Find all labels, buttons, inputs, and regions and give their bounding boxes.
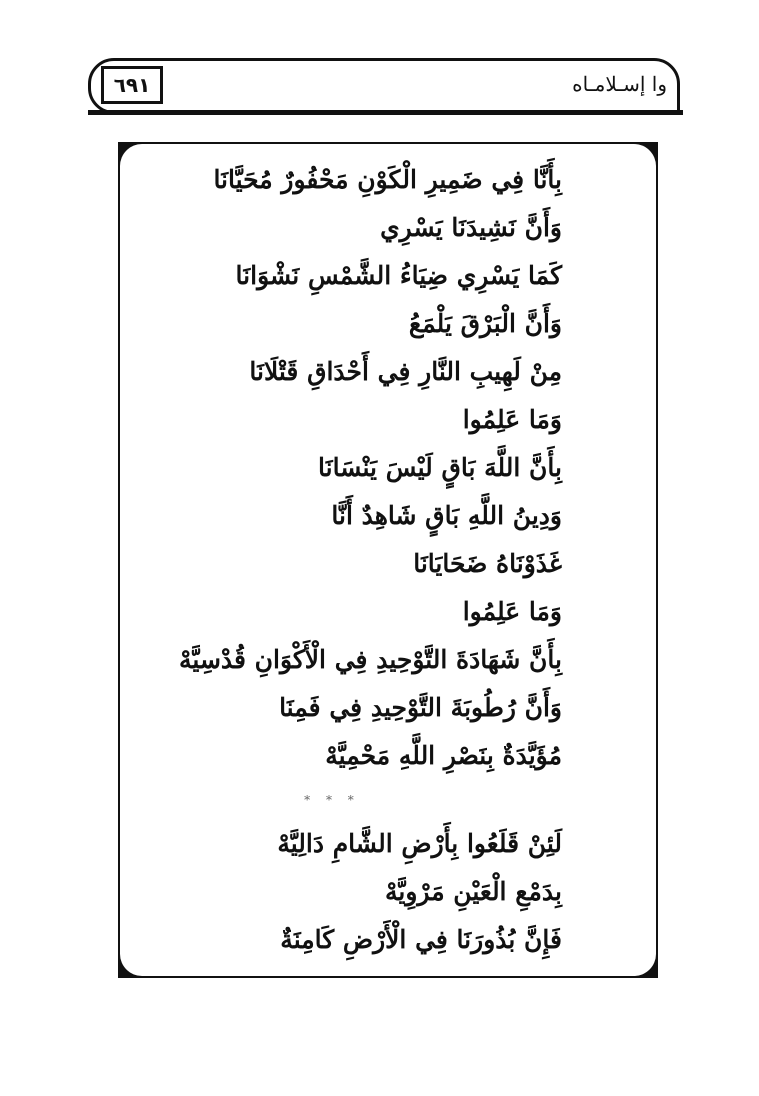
poem-line: وَأَنَّ الْبَرْقَ يَلْمَعُ xyxy=(408,309,562,338)
poem-line: وَمَا عَلِمُوا xyxy=(462,597,562,626)
frame-corner-top-right xyxy=(632,142,658,168)
header-rule xyxy=(88,110,683,115)
poem-line: وَدِينُ اللَّهِ بَاقٍ شَاهِدٌ أَنَّا xyxy=(331,501,562,530)
poem-line: وَأَنَّ نَشِيدَنَا يَسْرِي xyxy=(380,213,562,242)
poem-line: بِأَنَّ اللَّهَ بَاقٍ لَيْسَ يَنْسَانَا xyxy=(318,453,562,482)
poem-line: وَمَا عَلِمُوا xyxy=(462,405,562,434)
poem-line: مِنْ لَهِيبِ النَّارِ فِي أَحْدَاقِ قَتْلَانَا xyxy=(249,357,562,386)
poem-line: بِأَنَّ شَهَادَةَ التَّوْحِيدِ فِي الْأَكْوَانِ قُدْسِيَّهْ xyxy=(179,645,562,674)
poem-body xyxy=(162,156,562,964)
page-number: ٦٩١ xyxy=(101,66,163,104)
poem-line: كَمَا يَسْرِي ضِيَاءُ الشَّمْسِ نَشْوَانَا xyxy=(235,261,562,290)
running-title: وا إسـلامـاه xyxy=(572,72,667,96)
frame-corner-bottom-right xyxy=(632,952,658,978)
poem-line: غَذَوْنَاهُ ضَحَايَانَا xyxy=(413,549,562,578)
frame-corner-top-left xyxy=(118,142,144,168)
frame-corner-bottom-left xyxy=(118,952,144,978)
poem-line: بِدَمْعِ الْعَيْنِ مَرْوِيَّهْ xyxy=(384,877,562,906)
poem-line: بِأَنَّا فِي ضَمِيرِ الْكَوْنِ مَحْفُورٌ مُحَيَّانَا xyxy=(213,165,562,194)
poem-line: وَأَنَّ رُطُوبَةَ التَّوْحِيدِ فِي فَمِنَا xyxy=(279,693,562,722)
stanza-separator: * * * xyxy=(304,793,360,807)
poem-line: لَئِنْ قَلَعُوا بِأَرْضِ الشَّامِ دَالِيَّهْ xyxy=(277,829,562,858)
poem-line: فَإِنَّ بُذُورَنَا فِي الْأَرْضِ كَامِنَةٌ xyxy=(280,925,562,954)
poem-line: مُؤَيَّدَةٌ بِنَصْرِ اللَّهِ مَحْمِيَّهْ xyxy=(325,741,562,770)
